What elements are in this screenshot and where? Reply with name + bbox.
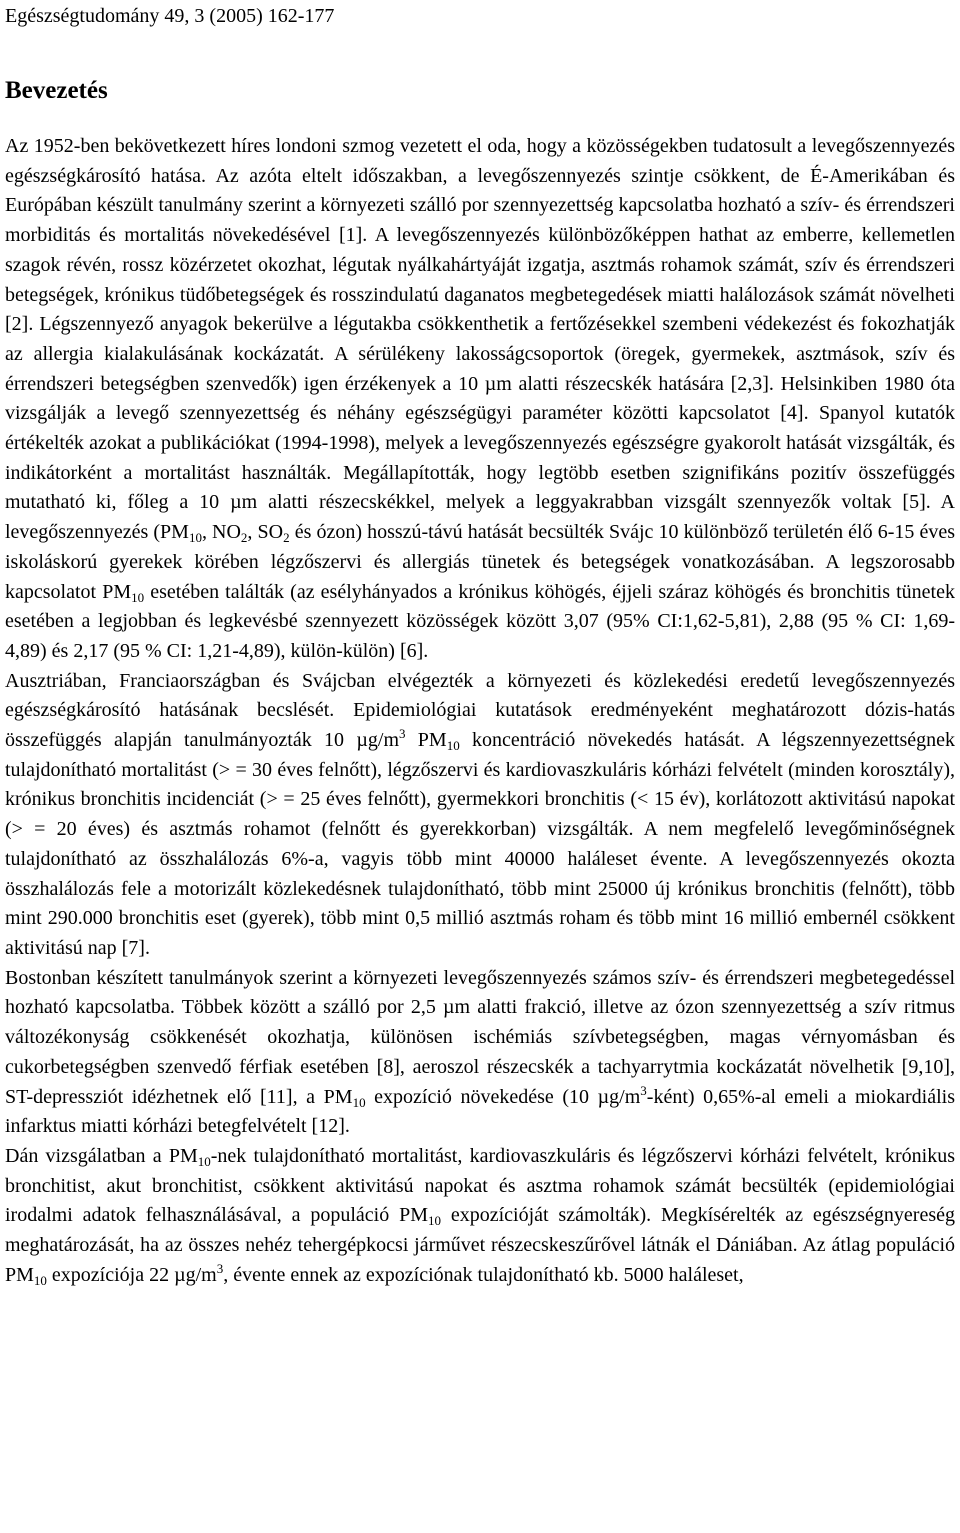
text-run: , évente ennek az expozíciónak tulajdonítható kb. 5000 haláleset, [223,1263,744,1286]
section-title: Bevezetés [5,77,108,104]
paragraph [5,667,955,964]
superscript: 3 [640,1082,647,1098]
subscript: 10 [197,1153,211,1169]
text-run: , NO [201,521,241,544]
text-run: Az 1952-ben bekövetkezett híres londoni szmog vezetett el oda, hogy a közösségekben tudatosult a levegőszennyezés egészségkárosító hatása. Az azóta eltelt időszakban, a levegőszennyezés szintje csökkent, de É-Amerikában és Európában készült tanulmány szerint a környezeti szálló por szennyezettség kapcsolatba hozható a szív- és érrendszeri morbiditás és mortalitás növekedésével [1]. A levegőszennyezés különbözőképpen hathat az emberre, kellemetlen szagok révén, rossz közérzetet okozhat, légutak nyálkahártyáját izgatja, asztmás rohamok számát, szív és érrendszeri betegségek, krónikus tüdőbetegségek és rosszindulatú daganatos megbetegedések miatti halálozások számát növelheti [2]. Légszennyező anyagok bekerülve a légutakba csökkenthetik a fertőzésekkel szembeni védekezést és fokozhatják az allergia kialakulásának kockázatát. A sérülékeny lakosságcsoportok (öregek, gyermekek, asztmások, szív és érrendszeri betegségben szenvedők) igen érzékenyek a 10 µm alatti részecskék hatására [2,3]. Helsinkiben 1980 óta vizsgálják a levegő szennyezettség és néhány egészségügyi paraméter közötti kapcsolatot [4]. Spanyol kutatók értékelték azokat a publikációkat (1994-1998), melyek a levegőszennyezés egészségre gyakorolt hatását vizsgálták, és indikátorként a mortalitást használták. Megállapították, hogy legtöbb esetben szignifikáns pozitív összefüggés mutatható ki, főleg a 10 µm alatti részecskékkel, melyek a leggyakrabban vizsgált szennyezők voltak [5]. A levegőszennyezés (PM [5,135,955,544]
text-run: PM [405,729,447,752]
text-run: Bostonban készített tanulmányok szerint a környezeti levegőszennyezés számos szív- és érrendszeri megbetegedéssel hozható kapcsolatba. Többek között a szálló por 2,5 µm alatti frakció, illetve az ózon szennyezettség a szív ritmus változékonyság csökkenését okozhatja, különösen ischémiás szívbetegségben, magas vérnyomásban és cukorbetegségben szenvedő férfiak esetében [8], aeroszol részecskék a tachyarrytmia kockázatát növelhetik [9,10], ST-depressziót idézhetnek elő [11], a PM [5,966,955,1108]
text-run: koncentráció növekedés hatását. A légszennyezettségnek tulajdonítható mortalitást (> = 30 éves felnőtt), légzőszervi és kardiovaszkuláris kórházi felvételt (minden korosztály), krónikus bronchitis incidenciát (> = 25 éves felnőtt), gyermekkori bronchitis (< 15 év), korlátozott aktivitású napokat (> = 20 éves) és asztmás rohamot (felnőtt és gyerekkorban) vizsgálták. A nem megfelelő levegőminőségnek tulajdonítható az összhalálozás 6%-a, vagyis több mint 40000 haláleset évente. A levegőszennyezés okozta összhalálozás fele a motorizált közlekedésnek tulajdonítható, több mint 25000 új krónikus bronchitis (felnőtt), több mint 290.000 bronchitis eset (gyerek), több mint 0,5 millió asztmás roham és több mint 16 millió embernél csökkent aktivitású nap [7]. [5,729,955,959]
text-run: esetében találták (az esélyhányados a krónikus köhögés, éjjeli száraz köhögés és bronchitis tünetek esetében a legjobban és legkevésbé szennyezett közösségek között 3,07 (95% CI:1,62-5,81), 2,88 (95 % CI: 1,69-4,89) és 2,17 (95 % CI: 1,21-4,89), külön-külön) [6]. [5,580,955,662]
paragraph [5,964,955,1142]
paragraph [5,1142,955,1291]
subscript: 10 [352,1094,366,1110]
subscript: 10 [33,1272,47,1288]
text-run: -nek tulajdonítható mortalitást, kardiovaszkuláris és légzőszervi kórházi felvételt, krónikus bronchitist, akut bronchitist, csökkent aktivitású napokat és asztma rohamok számát becsülték (epidemiológiai irodalmi adatok felhasználásával, a populáció PM [5,1144,955,1227]
text-run: expozíció növekedése (10 µg/m [365,1085,641,1108]
superscript: 3 [216,1260,224,1276]
body-text [5,132,955,1290]
subscript: 10 [446,738,460,754]
running-header: Egészségtudomány 49, 3 (2005) 162-177 [5,5,335,27]
text-run: Dán vizsgálatban a PM [5,1144,198,1167]
text-run: expozícióját számolták). Megkísérelték az egészségnyereség meghatározását, ha az összes nehéz tehergépkocsi járművet részecskeszűrővel látnák el Dániában. Az átlag populáció PM [5,1204,955,1286]
text-run: -ként) 0,65%-al emeli a miokardiális infarktus miatti kórházi betegfelvételt [12]. [5,1085,955,1138]
subscript: 10 [188,530,202,546]
paragraph [5,132,955,667]
superscript: 3 [399,726,406,742]
text-run: és ózon) hosszú-távú hatását becsülték Svájc 10 különböző területén élő 6-15 éves iskoláskorú gyerekek körében légzőszervi és allergiás tünetek és betegségek vonatkozásában. A legszorosabb kapcsolatot PM [5,521,956,603]
text-run: expozíciója 22 µg/m [46,1263,217,1286]
text-run: Ausztriában, Franciaországban és Svájcban elvégezték a környezeti és közlekedési eredetű levegőszennyezés egészségkárosító hatásának becslését. Epidemiológiai kutatások eredményeként meghatározott dózis-hatás összefüggés alapján tanulmányozták 10 µg/m [5,669,955,752]
subscript: 10 [131,589,145,605]
subscript: 10 [427,1213,441,1229]
subscript: 2 [283,530,290,546]
subscript: 2 [240,530,248,546]
text-run: , SO [247,521,284,544]
